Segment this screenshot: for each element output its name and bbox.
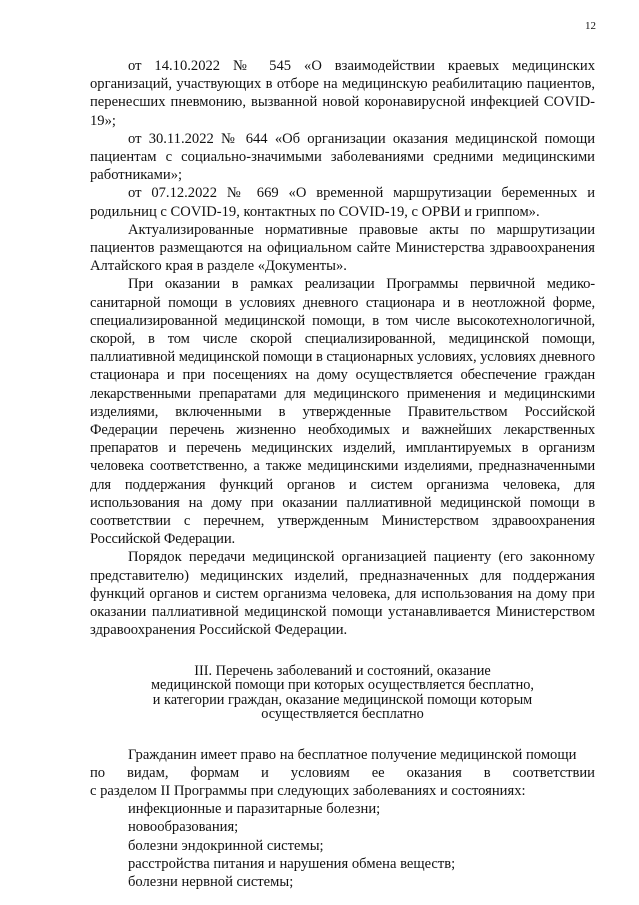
intro-line: с разделом II Программы при следующих заболеваниях и состояниях: [90, 782, 526, 799]
paragraph: При оказании в рамках реализации Программы первичной медико-санитарной помощи в условиях дневного стационара и в неотложной форме, специализированной медицинской помощи, в том числе высокотехнологичной, скорой, в том числе скорой специализированной, медицинской помощи, паллиативной медицинской помощи в стационарных условиях, условиях дневного стационара и при посещениях на дому осуществляется обеспечение граждан лекарственными препаратами для медицинского применения и медицинскими изделиями, включенными в утвержденные Правительством Российской Федерации перечень жизненно необходимых и важнейших лекарственных препаратов и перечень медицинских изделий, имплантируемых в организм человека соответственно, а также медицинскими изделиями, предназначенными для поддержания функций органов и систем организма человека, для использования на дому при оказании паллиативной медицинской помощи в соответствии с перечнем, утвержденным Министерством здравоохранения Российской Федерации. [90, 276, 595, 548]
paragraph: Актуализированные нормативные правовые акты по маршрутизации пациентов размещаются на официальном сайте Министерства здравоохранения Алтайского края в разделе «Документы». [90, 221, 595, 275]
paragraph: от 07.12.2022 № 669 «О временной маршрутизации беременных и родильниц с COVID-19, контактных по COVID-19, с ОРВИ и гриппом». [90, 185, 595, 220]
intro-line: по видам, формам и условиям ее оказания в соответствии [90, 764, 595, 781]
section-heading-line: и категории граждан, оказание медицинской помощи которым [152, 691, 533, 708]
intro-line: Гражданин имеет право на бесплатное получение медицинской помощи [128, 746, 577, 763]
page-number: 12 [585, 20, 596, 32]
paragraph: от 30.11.2022 № 644 «Об организации оказания медицинской помощи пациентам с социально-значимыми заболеваниями средними медицинскими работниками»; [90, 130, 595, 184]
list-item: инфекционные и паразитарные болезни; [128, 801, 381, 818]
paragraph: от 14.10.2022 № 545 «О взаимодействии краевых медицинских организаций, участвующих в отборе на медицинскую реабилитацию пациентов, перенесших пневмонию, вызванной новой коронавирусной инфекцией COVID-19»; [90, 58, 595, 129]
paragraph: Порядок передачи медицинской организацией пациенту (его законному представителю) медицинских изделий, предназначенных для поддержания функций органов и систем организма человека, для использования на дому при оказании паллиативной медицинской помощи устанавливается Министерством здравоохранения Российской Федерации. [90, 549, 595, 639]
section-heading-line: медицинской помощи при которых осуществляется бесплатно, [150, 677, 535, 693]
list-item: болезни эндокринной системы; [128, 837, 324, 854]
section-heading-line: осуществляется бесплатно [261, 706, 424, 722]
list-item: новообразования; [128, 819, 239, 836]
list-item: болезни нервной системы; [128, 873, 294, 890]
section-heading [90, 664, 595, 722]
section-heading-line: III. Перечень заболеваний и состояний, оказание [194, 662, 491, 679]
document-body [90, 57, 595, 891]
list-item: расстройства питания и нарушения обмена веществ; [128, 855, 456, 872]
